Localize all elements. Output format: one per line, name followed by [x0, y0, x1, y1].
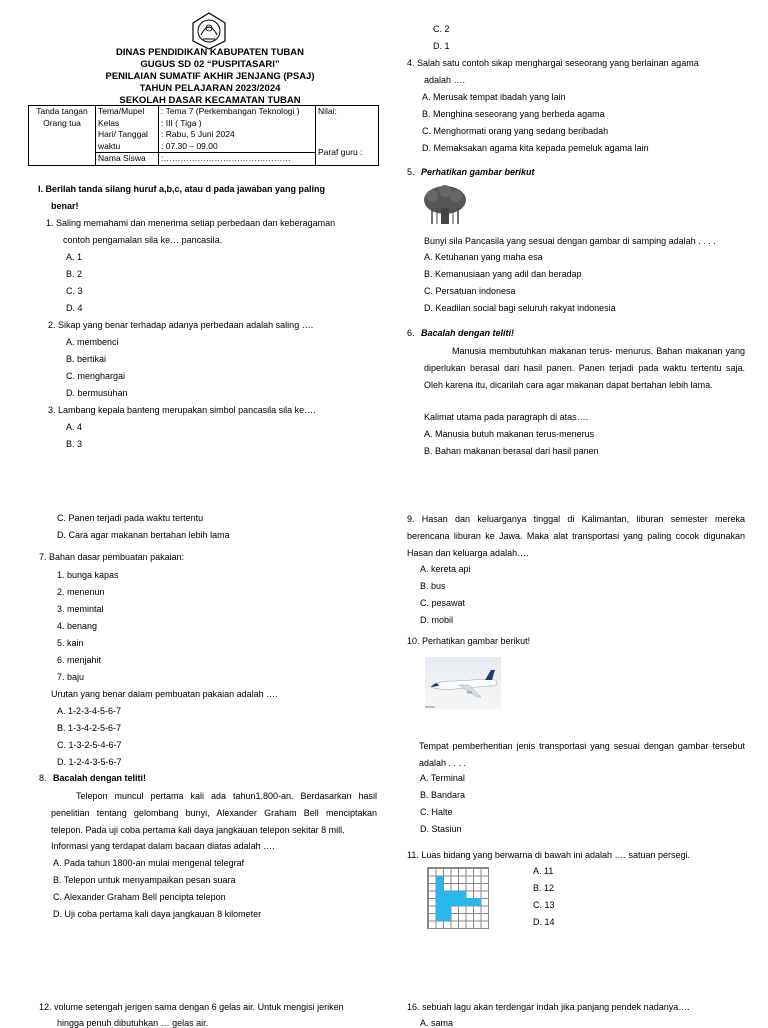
- q3-option-a[interactable]: A. 4: [66, 422, 83, 432]
- header-line-4: TAHUN PELAJARAN 2023/2024: [139, 83, 281, 94]
- parent-signature-cell: Tanda tangan Orang tua: [29, 106, 96, 166]
- q9-paragraph: 9. Hasan dan keluarganya tinggal di Kalimantan, liburan semester mereka berencana liburan ke Jawa. Maka alat transportasi yang paling cocok digunakan Hasan dan keluarga adalah….: [407, 514, 745, 558]
- q1-option-a[interactable]: A. 1: [66, 252, 83, 262]
- q6-option-d[interactable]: D. Cara agar makanan bertahan lebih lama: [57, 530, 230, 540]
- q8-number: 8.: [39, 773, 47, 783]
- q10-option-b[interactable]: B. Bandara: [420, 790, 466, 800]
- q7-step: 4. benang: [57, 621, 98, 631]
- q6-stem: Kalimat utama pada paragraph di atas….: [424, 412, 589, 422]
- q11-option-b[interactable]: B. 12: [533, 883, 555, 893]
- q10-option-a[interactable]: A. Terminal: [420, 773, 465, 783]
- q12-text-1: 12. volume setengah jerigen sama dengan 6 gelas air. Untuk mengisi jeriken: [39, 1002, 344, 1012]
- q8-paragraph: Telepon muncul pertama kali ada tahun1.800-an. Berdasarkan hasil penelitian tentang gelombang bunyi, Alexander Graham Bell menciptakan telepon. Pada uji coba pertama kali daya jangkauan telepon sekitar 8 mill.: [51, 791, 377, 835]
- q11-shaded-area: [466, 898, 481, 906]
- time-label: waktu: [96, 141, 159, 153]
- q3-option-b[interactable]: B. 3: [66, 439, 83, 449]
- q1-option-d[interactable]: D. 4: [66, 303, 83, 313]
- q7-step: 5. kain: [57, 638, 84, 648]
- q8-option-c[interactable]: C. Alexander Graham Bell pencipta telepon: [53, 892, 226, 902]
- score-cell: Nilai:: [316, 106, 379, 141]
- q1-text-2: contoh pengamalan sila ke… pancasila.: [63, 235, 223, 245]
- q5-option-a[interactable]: A. Ketuhanan yang maha esa: [424, 252, 543, 262]
- q5-option-d[interactable]: D. Keadilan social bagi seluruh rakyat indonesia: [424, 303, 616, 313]
- q4-option-c[interactable]: C. Menghormati orang yang sedang beribadah: [422, 126, 609, 136]
- q7-stem: Urutan yang benar dalam pembuatan pakaian adalah ….: [51, 689, 278, 699]
- q8-stem: Informasi yang terdapat dalam bacaan diatas adalah ….: [51, 841, 275, 851]
- q6-option-c[interactable]: C. Panen terjadi pada waktu tertentu: [57, 513, 204, 523]
- q5-stem: Bunyi sila Pancasila yang sesuai dengan gambar di samping adalah . . . .: [424, 236, 716, 246]
- q1-text-1: 1. Saling memahami dan menerima setiap perbedaan dan keberagaman: [46, 218, 336, 228]
- name-value: :………………………………………: [159, 153, 316, 166]
- q11-option-a[interactable]: A. 11: [533, 866, 554, 876]
- q5-number: 5.: [407, 167, 415, 177]
- q16-option-a[interactable]: A. sama: [420, 1018, 454, 1028]
- q7-step: 2. menenun: [57, 587, 105, 597]
- q7-text: 7. Bahan dasar pembuatan pakaian:: [39, 552, 185, 562]
- q5-option-b[interactable]: B. Kemanusiaan yang adil dan beradap: [424, 269, 582, 279]
- regency-logo: [189, 11, 229, 51]
- theme-label: Tema/Mupel: [96, 106, 159, 118]
- q12-text-2: hingga penuh dibutuhkan … gelas air.: [57, 1018, 209, 1028]
- q8-option-a[interactable]: A. Pada tahun 1800-an mulai mengenal telegraf: [53, 858, 245, 868]
- theme-value: : Tema 7 (Perkembangan Teknologi ): [159, 106, 316, 118]
- q7-step: 1. bunga kapas: [57, 570, 119, 580]
- time-value: : 07.30 – 09.00: [159, 141, 316, 153]
- q3-text: 3. Lambang kepala banteng merupakan simbol pancasila sila ke….: [48, 405, 316, 415]
- q9-option-b[interactable]: B. bus: [420, 581, 446, 591]
- q4-text-1: 4. Salah satu contoh sikap menghargai seseorang yang berlainan agama: [407, 58, 699, 68]
- q2-option-b[interactable]: B. bertikai: [66, 354, 107, 364]
- q6-number: 6.: [407, 328, 415, 338]
- q11-option-d[interactable]: D. 14: [533, 917, 555, 927]
- q11-shaded-area: [436, 876, 443, 921]
- q8-text: Bacalah dengan teliti!: [53, 773, 147, 783]
- q10-option-d[interactable]: D. Stasiun: [420, 824, 462, 834]
- q1-option-b[interactable]: B. 2: [66, 269, 83, 279]
- q3-option-d[interactable]: D. 1: [433, 41, 450, 51]
- q8-option-b[interactable]: B. Telepon untuk menyampaikan pesan suara: [53, 875, 236, 885]
- q6-text: Bacalah dengan teliti!: [421, 328, 515, 338]
- q9-option-d[interactable]: D. mobil: [420, 615, 454, 625]
- q2-option-d[interactable]: D. bermusuhan: [66, 388, 128, 398]
- q4-option-b[interactable]: B. Menghina seseorang yang berbeda agama: [422, 109, 605, 119]
- q7-step: 3. memintal: [57, 604, 104, 614]
- q7-option-d[interactable]: D. 1-2-4-3-5-6-7: [57, 757, 122, 767]
- instruction-line-2: benar!: [51, 201, 79, 211]
- q11-option-c[interactable]: C. 13: [533, 900, 555, 910]
- q2-option-c[interactable]: C. menghargai: [66, 371, 126, 381]
- q10-text: 10. Perhatikan gambar berikut!: [407, 636, 531, 646]
- q10-stem: Tempat pemberhentian jenis transportasi yang sesuai dengan gambar tersebut adalah . . . .: [419, 741, 745, 768]
- q7-option-b[interactable]: B. 1-3-4-2-5-6-7: [57, 723, 122, 733]
- identity-table: [28, 105, 379, 166]
- banyan-tree-icon: [422, 184, 468, 228]
- q11-text: 11. Luas bidang yang berwarna di bawah ini adalah …. satuan persegi.: [407, 850, 691, 860]
- q4-option-d[interactable]: D. Memaksakan agama kita kepada pemeluk agama lain: [422, 143, 649, 153]
- q2-text: 2. Sikap yang benar terhadap adanya perbedaan adalah saling ….: [48, 320, 314, 330]
- q11-shaded-area: [451, 891, 466, 906]
- date-value: : Rabu, 5 Juni 2024: [159, 129, 316, 141]
- q16-text: 16. sebuah lagu akan terdengar indah jika panjang pendek nadanya….: [407, 1002, 690, 1012]
- header-line-5: SEKOLAH DASAR KECAMATAN TUBAN: [119, 95, 301, 106]
- header-line-1: DINAS PENDIDIKAN KABUPATEN TUBAN: [115, 47, 305, 58]
- class-value: : III ( Tiga ): [159, 118, 316, 130]
- date-label: Hari/ Tanggal: [96, 129, 159, 141]
- q7-step: 6. menjahit: [57, 655, 102, 665]
- q5-option-c[interactable]: C. Persatuan indonesa: [424, 286, 516, 296]
- q11-grid-figure: [427, 867, 489, 929]
- instruction-line-1: I. Berilah tanda silang huruf a,b,c, atau d pada jawaban yang paling: [38, 184, 326, 194]
- q2-option-a[interactable]: A. membenci: [66, 337, 119, 347]
- q6-paragraph: Manusia membutuhkan makanan terus- menurus. Bahan makanan yang diperlukan berasal dari hasil panen. Panen terjadi pada waktu tertentu saja. Oleh karena itu, dicarilah cara agar makanan dapat bertahan lebih lama.: [424, 346, 745, 390]
- q7-step: 7. baju: [57, 672, 85, 682]
- q7-option-c[interactable]: C. 1-3-2-5-4-6-7: [57, 740, 122, 750]
- q11-shaded-area: [443, 891, 451, 921]
- class-label: Kelas: [96, 118, 159, 130]
- q6-option-a[interactable]: A. Manusia butuh makanan terus-menerus: [424, 429, 595, 439]
- header-line-3: PENILAIAN SUMATIF AKHIR JENJANG (PSAJ): [105, 71, 315, 82]
- name-label: Nama Siswa: [96, 153, 159, 166]
- q8-option-d[interactable]: D. Uji coba pertama kali daya jangkauan 8 kilometer: [53, 909, 262, 919]
- header-line-2: GUGUS SD 02 “PUSPITASARI”: [140, 59, 280, 70]
- q9-option-a[interactable]: A. kereta api: [420, 564, 471, 574]
- q4-text-2: adalah ….: [424, 75, 466, 85]
- teacher-signature-cell: Paraf guru :: [316, 141, 379, 166]
- q7-option-a[interactable]: A. 1-2-3-4-5-6-7: [57, 706, 122, 716]
- q9-option-c[interactable]: C. pesawat: [420, 598, 466, 608]
- q1-option-c[interactable]: C. 3: [66, 286, 83, 296]
- q10-option-c[interactable]: C. Halte: [420, 807, 453, 817]
- q3-option-c[interactable]: C. 2: [433, 24, 450, 34]
- q5-text: Perhatikan gambar berikut: [421, 167, 535, 177]
- q4-option-a[interactable]: A. Merusak tempat ibadah yang lain: [422, 92, 566, 102]
- airplane-photo: [425, 657, 501, 709]
- q6-option-b[interactable]: B. Bahan makanan berasal dari hasil panen: [424, 446, 599, 456]
